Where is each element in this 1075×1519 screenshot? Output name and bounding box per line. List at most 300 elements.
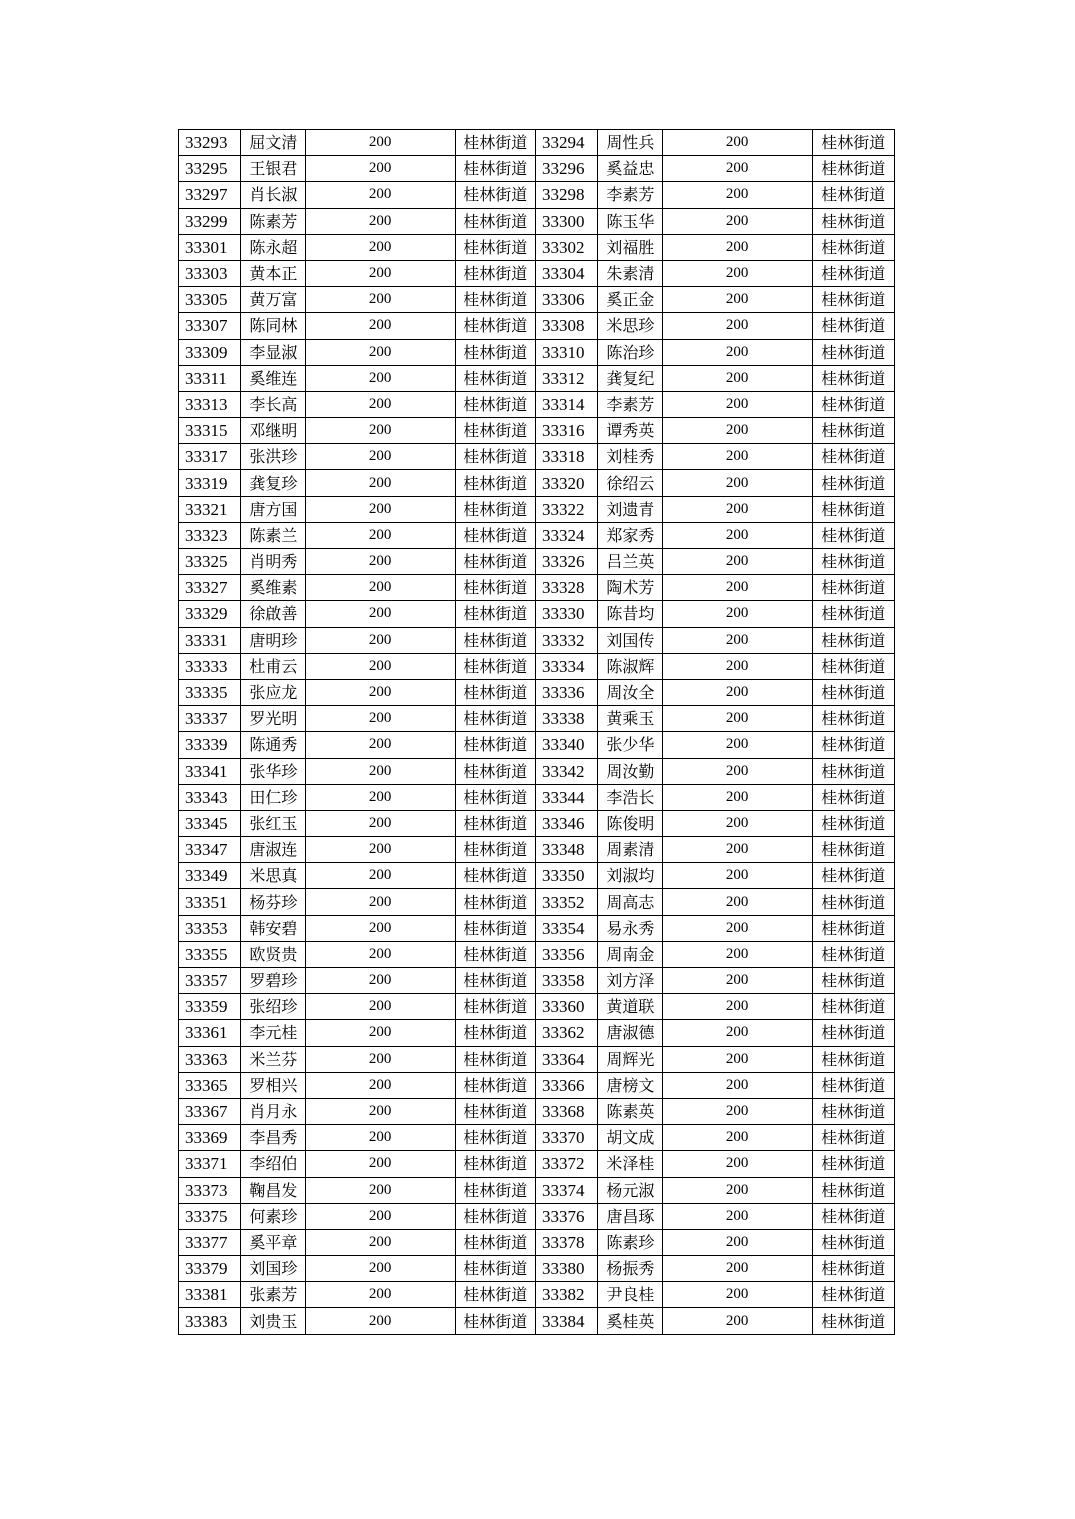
left-street-area-cell: 桂林街道 — [455, 1256, 535, 1282]
left-record-id-cell: 33373 — [179, 1177, 241, 1203]
right-recipient-name-cell: 周南金 — [598, 941, 662, 967]
right-street-area-cell: 桂林街道 — [812, 758, 895, 784]
left-recipient-name-cell: 陈素兰 — [241, 522, 305, 548]
right-record-id-cell: 33314 — [535, 391, 597, 417]
left-amount-cell: 200 — [305, 994, 455, 1020]
left-street-area-cell: 桂林街道 — [455, 627, 535, 653]
right-recipient-name-cell: 陈素英 — [598, 1098, 662, 1124]
left-record-id-cell: 33315 — [179, 418, 241, 444]
left-amount-cell: 200 — [305, 810, 455, 836]
right-recipient-name-cell: 陈玉华 — [598, 208, 662, 234]
right-record-id-cell: 33368 — [535, 1098, 597, 1124]
right-street-area-cell: 桂林街道 — [812, 575, 895, 601]
right-record-id-cell: 33344 — [535, 784, 597, 810]
right-record-id-cell: 33296 — [535, 156, 597, 182]
left-record-id-cell: 33309 — [179, 339, 241, 365]
table-row — [179, 313, 895, 339]
left-record-id-cell: 33333 — [179, 653, 241, 679]
left-recipient-name-cell: 张绍珍 — [241, 994, 305, 1020]
table-row — [179, 1177, 895, 1203]
left-record-id-cell: 33337 — [179, 706, 241, 732]
right-street-area-cell: 桂林街道 — [812, 208, 895, 234]
right-street-area-cell: 桂林街道 — [812, 444, 895, 470]
left-street-area-cell: 桂林街道 — [455, 339, 535, 365]
right-amount-cell: 200 — [662, 444, 812, 470]
right-record-id-cell: 33384 — [535, 1308, 597, 1334]
left-record-id-cell: 33377 — [179, 1229, 241, 1255]
right-street-area-cell: 桂林街道 — [812, 130, 895, 156]
right-recipient-name-cell: 陈俊明 — [598, 810, 662, 836]
left-street-area-cell: 桂林街道 — [455, 1046, 535, 1072]
left-record-id-cell: 33321 — [179, 496, 241, 522]
right-street-area-cell: 桂林街道 — [812, 601, 895, 627]
right-recipient-name-cell: 张少华 — [598, 732, 662, 758]
left-recipient-name-cell: 罗碧珍 — [241, 968, 305, 994]
table-row — [179, 444, 895, 470]
table-row — [179, 732, 895, 758]
left-street-area-cell: 桂林街道 — [455, 968, 535, 994]
right-record-id-cell: 33328 — [535, 575, 597, 601]
left-amount-cell: 200 — [305, 968, 455, 994]
left-record-id-cell: 33305 — [179, 287, 241, 313]
left-street-area-cell: 桂林街道 — [455, 1308, 535, 1334]
right-recipient-name-cell: 杨元淑 — [598, 1177, 662, 1203]
left-record-id-cell: 33313 — [179, 391, 241, 417]
table-row — [179, 784, 895, 810]
right-recipient-name-cell: 刘国传 — [598, 627, 662, 653]
left-record-id-cell: 33311 — [179, 365, 241, 391]
left-street-area-cell: 桂林街道 — [455, 1229, 535, 1255]
right-recipient-name-cell: 刘淑均 — [598, 863, 662, 889]
table-row — [179, 863, 895, 889]
right-record-id-cell: 33370 — [535, 1125, 597, 1151]
left-record-id-cell: 33325 — [179, 549, 241, 575]
left-record-id-cell: 33353 — [179, 915, 241, 941]
right-record-id-cell: 33352 — [535, 889, 597, 915]
right-amount-cell: 200 — [662, 1229, 812, 1255]
right-street-area-cell: 桂林街道 — [812, 706, 895, 732]
right-amount-cell: 200 — [662, 968, 812, 994]
table-row — [179, 156, 895, 182]
table-row — [179, 653, 895, 679]
right-street-area-cell: 桂林街道 — [812, 418, 895, 444]
left-street-area-cell: 桂林街道 — [455, 130, 535, 156]
left-recipient-name-cell: 李显淑 — [241, 339, 305, 365]
right-amount-cell: 200 — [662, 1203, 812, 1229]
right-amount-cell: 200 — [662, 287, 812, 313]
left-recipient-name-cell: 田仁珍 — [241, 784, 305, 810]
table-row — [179, 208, 895, 234]
left-record-id-cell: 33341 — [179, 758, 241, 784]
left-amount-cell: 200 — [305, 575, 455, 601]
table-row — [179, 1229, 895, 1255]
right-street-area-cell: 桂林街道 — [812, 1282, 895, 1308]
left-recipient-name-cell: 张红玉 — [241, 810, 305, 836]
table-row — [179, 287, 895, 313]
right-amount-cell: 200 — [662, 313, 812, 339]
left-record-id-cell: 33343 — [179, 784, 241, 810]
right-street-area-cell: 桂林街道 — [812, 653, 895, 679]
left-amount-cell: 200 — [305, 444, 455, 470]
right-amount-cell: 200 — [662, 1125, 812, 1151]
left-recipient-name-cell: 韩安碧 — [241, 915, 305, 941]
right-recipient-name-cell: 奚桂英 — [598, 1308, 662, 1334]
left-amount-cell: 200 — [305, 234, 455, 260]
right-amount-cell: 200 — [662, 1020, 812, 1046]
left-street-area-cell: 桂林街道 — [455, 182, 535, 208]
right-street-area-cell: 桂林街道 — [812, 1125, 895, 1151]
table-row — [179, 706, 895, 732]
left-street-area-cell: 桂林街道 — [455, 287, 535, 313]
table-row — [179, 339, 895, 365]
table-row — [179, 496, 895, 522]
left-street-area-cell: 桂林街道 — [455, 444, 535, 470]
right-recipient-name-cell: 周性兵 — [598, 130, 662, 156]
left-amount-cell: 200 — [305, 287, 455, 313]
table-row — [179, 365, 895, 391]
left-record-id-cell: 33345 — [179, 810, 241, 836]
left-record-id-cell: 33295 — [179, 156, 241, 182]
right-recipient-name-cell: 李素芳 — [598, 182, 662, 208]
right-record-id-cell: 33374 — [535, 1177, 597, 1203]
left-recipient-name-cell: 黄本正 — [241, 260, 305, 286]
left-street-area-cell: 桂林街道 — [455, 653, 535, 679]
left-recipient-name-cell: 陈同林 — [241, 313, 305, 339]
left-street-area-cell: 桂林街道 — [455, 1098, 535, 1124]
left-amount-cell: 200 — [305, 208, 455, 234]
left-recipient-name-cell: 李绍伯 — [241, 1151, 305, 1177]
right-amount-cell: 200 — [662, 365, 812, 391]
left-street-area-cell: 桂林街道 — [455, 784, 535, 810]
right-street-area-cell: 桂林街道 — [812, 784, 895, 810]
right-street-area-cell: 桂林街道 — [812, 1098, 895, 1124]
table-row — [179, 758, 895, 784]
left-record-id-cell: 33339 — [179, 732, 241, 758]
right-street-area-cell: 桂林街道 — [812, 496, 895, 522]
right-record-id-cell: 33304 — [535, 260, 597, 286]
right-record-id-cell: 33358 — [535, 968, 597, 994]
left-amount-cell: 200 — [305, 365, 455, 391]
right-street-area-cell: 桂林街道 — [812, 470, 895, 496]
right-amount-cell: 200 — [662, 470, 812, 496]
right-amount-cell: 200 — [662, 837, 812, 863]
right-amount-cell: 200 — [662, 208, 812, 234]
right-recipient-name-cell: 唐榜文 — [598, 1072, 662, 1098]
left-street-area-cell: 桂林街道 — [455, 915, 535, 941]
left-record-id-cell: 33297 — [179, 182, 241, 208]
right-street-area-cell: 桂林街道 — [812, 915, 895, 941]
left-street-area-cell: 桂林街道 — [455, 837, 535, 863]
right-record-id-cell: 33294 — [535, 130, 597, 156]
right-street-area-cell: 桂林街道 — [812, 1177, 895, 1203]
right-recipient-name-cell: 朱素清 — [598, 260, 662, 286]
right-amount-cell: 200 — [662, 706, 812, 732]
right-recipient-name-cell: 唐昌琢 — [598, 1203, 662, 1229]
left-amount-cell: 200 — [305, 679, 455, 705]
right-street-area-cell: 桂林街道 — [812, 313, 895, 339]
right-street-area-cell: 桂林街道 — [812, 837, 895, 863]
right-street-area-cell: 桂林街道 — [812, 549, 895, 575]
right-street-area-cell: 桂林街道 — [812, 365, 895, 391]
table-row — [179, 182, 895, 208]
right-amount-cell: 200 — [662, 810, 812, 836]
table-row — [179, 994, 895, 1020]
right-recipient-name-cell: 周汝勤 — [598, 758, 662, 784]
right-street-area-cell: 桂林街道 — [812, 810, 895, 836]
left-amount-cell: 200 — [305, 156, 455, 182]
right-street-area-cell: 桂林街道 — [812, 889, 895, 915]
right-recipient-name-cell: 奚益忠 — [598, 156, 662, 182]
right-record-id-cell: 33310 — [535, 339, 597, 365]
right-recipient-name-cell: 周辉光 — [598, 1046, 662, 1072]
table-row — [179, 889, 895, 915]
right-amount-cell: 200 — [662, 889, 812, 915]
right-recipient-name-cell: 米泽桂 — [598, 1151, 662, 1177]
left-recipient-name-cell: 肖月永 — [241, 1098, 305, 1124]
right-amount-cell: 200 — [662, 601, 812, 627]
left-recipient-name-cell: 黄万富 — [241, 287, 305, 313]
left-street-area-cell: 桂林街道 — [455, 994, 535, 1020]
right-record-id-cell: 33360 — [535, 994, 597, 1020]
right-record-id-cell: 33320 — [535, 470, 597, 496]
right-recipient-name-cell: 黄道联 — [598, 994, 662, 1020]
roster-table — [178, 129, 895, 1335]
right-amount-cell: 200 — [662, 994, 812, 1020]
right-record-id-cell: 33366 — [535, 1072, 597, 1098]
left-street-area-cell: 桂林街道 — [455, 1020, 535, 1046]
left-record-id-cell: 33347 — [179, 837, 241, 863]
left-recipient-name-cell: 肖明秀 — [241, 549, 305, 575]
right-street-area-cell: 桂林街道 — [812, 1151, 895, 1177]
left-recipient-name-cell: 邓继明 — [241, 418, 305, 444]
left-record-id-cell: 33365 — [179, 1072, 241, 1098]
right-street-area-cell: 桂林街道 — [812, 732, 895, 758]
left-record-id-cell: 33375 — [179, 1203, 241, 1229]
left-recipient-name-cell: 欧贤贵 — [241, 941, 305, 967]
left-street-area-cell: 桂林街道 — [455, 1151, 535, 1177]
right-record-id-cell: 33302 — [535, 234, 597, 260]
right-recipient-name-cell: 陈治珍 — [598, 339, 662, 365]
left-amount-cell: 200 — [305, 1177, 455, 1203]
right-record-id-cell: 33378 — [535, 1229, 597, 1255]
left-amount-cell: 200 — [305, 496, 455, 522]
right-amount-cell: 200 — [662, 1046, 812, 1072]
right-street-area-cell: 桂林街道 — [812, 1308, 895, 1334]
left-recipient-name-cell: 杨芬珍 — [241, 889, 305, 915]
left-recipient-name-cell: 罗光明 — [241, 706, 305, 732]
table-row — [179, 837, 895, 863]
right-street-area-cell: 桂林街道 — [812, 1203, 895, 1229]
left-street-area-cell: 桂林街道 — [455, 1203, 535, 1229]
table-row — [179, 601, 895, 627]
left-recipient-name-cell: 张洪珍 — [241, 444, 305, 470]
left-street-area-cell: 桂林街道 — [455, 679, 535, 705]
left-amount-cell: 200 — [305, 418, 455, 444]
right-amount-cell: 200 — [662, 391, 812, 417]
right-record-id-cell: 33330 — [535, 601, 597, 627]
left-recipient-name-cell: 徐啟善 — [241, 601, 305, 627]
right-amount-cell: 200 — [662, 627, 812, 653]
right-amount-cell: 200 — [662, 653, 812, 679]
right-recipient-name-cell: 周素清 — [598, 837, 662, 863]
right-amount-cell: 200 — [662, 575, 812, 601]
left-street-area-cell: 桂林街道 — [455, 496, 535, 522]
right-record-id-cell: 33350 — [535, 863, 597, 889]
left-street-area-cell: 桂林街道 — [455, 313, 535, 339]
right-record-id-cell: 33372 — [535, 1151, 597, 1177]
left-recipient-name-cell: 龚复珍 — [241, 470, 305, 496]
left-street-area-cell: 桂林街道 — [455, 889, 535, 915]
table-row — [179, 418, 895, 444]
right-recipient-name-cell: 陈昔均 — [598, 601, 662, 627]
table-row — [179, 1098, 895, 1124]
left-amount-cell: 200 — [305, 1203, 455, 1229]
table-row — [179, 1046, 895, 1072]
right-record-id-cell: 33362 — [535, 1020, 597, 1046]
left-record-id-cell: 33379 — [179, 1256, 241, 1282]
right-recipient-name-cell: 易永秀 — [598, 915, 662, 941]
right-amount-cell: 200 — [662, 339, 812, 365]
right-amount-cell: 200 — [662, 863, 812, 889]
left-record-id-cell: 33361 — [179, 1020, 241, 1046]
table-row — [179, 941, 895, 967]
right-recipient-name-cell: 尹良桂 — [598, 1282, 662, 1308]
right-recipient-name-cell: 陈素珍 — [598, 1229, 662, 1255]
left-recipient-name-cell: 米思真 — [241, 863, 305, 889]
table-row — [179, 549, 895, 575]
left-amount-cell: 200 — [305, 627, 455, 653]
left-street-area-cell: 桂林街道 — [455, 810, 535, 836]
right-record-id-cell: 33376 — [535, 1203, 597, 1229]
left-street-area-cell: 桂林街道 — [455, 758, 535, 784]
left-amount-cell: 200 — [305, 260, 455, 286]
left-street-area-cell: 桂林街道 — [455, 549, 535, 575]
left-amount-cell: 200 — [305, 1072, 455, 1098]
left-amount-cell: 200 — [305, 1282, 455, 1308]
left-record-id-cell: 33335 — [179, 679, 241, 705]
left-amount-cell: 200 — [305, 863, 455, 889]
right-street-area-cell: 桂林街道 — [812, 287, 895, 313]
right-recipient-name-cell: 奚正金 — [598, 287, 662, 313]
right-street-area-cell: 桂林街道 — [812, 260, 895, 286]
left-amount-cell: 200 — [305, 758, 455, 784]
left-record-id-cell: 33319 — [179, 470, 241, 496]
left-record-id-cell: 33317 — [179, 444, 241, 470]
right-recipient-name-cell: 胡文成 — [598, 1125, 662, 1151]
right-amount-cell: 200 — [662, 941, 812, 967]
table-row — [179, 1072, 895, 1098]
right-street-area-cell: 桂林街道 — [812, 863, 895, 889]
right-street-area-cell: 桂林街道 — [812, 1256, 895, 1282]
right-record-id-cell: 33354 — [535, 915, 597, 941]
left-street-area-cell: 桂林街道 — [455, 1125, 535, 1151]
left-recipient-name-cell: 屈文清 — [241, 130, 305, 156]
right-street-area-cell: 桂林街道 — [812, 679, 895, 705]
right-amount-cell: 200 — [662, 784, 812, 810]
left-amount-cell: 200 — [305, 915, 455, 941]
right-recipient-name-cell: 刘桂秀 — [598, 444, 662, 470]
left-record-id-cell: 33327 — [179, 575, 241, 601]
left-amount-cell: 200 — [305, 1308, 455, 1334]
table-row — [179, 575, 895, 601]
left-street-area-cell: 桂林街道 — [455, 365, 535, 391]
right-recipient-name-cell: 徐绍云 — [598, 470, 662, 496]
right-record-id-cell: 33336 — [535, 679, 597, 705]
table-row — [179, 1203, 895, 1229]
left-street-area-cell: 桂林街道 — [455, 706, 535, 732]
table-row — [179, 522, 895, 548]
left-recipient-name-cell: 何素珍 — [241, 1203, 305, 1229]
left-record-id-cell: 33301 — [179, 234, 241, 260]
left-recipient-name-cell: 李元桂 — [241, 1020, 305, 1046]
left-street-area-cell: 桂林街道 — [455, 260, 535, 286]
left-street-area-cell: 桂林街道 — [455, 1072, 535, 1098]
right-amount-cell: 200 — [662, 496, 812, 522]
left-amount-cell: 200 — [305, 1020, 455, 1046]
left-street-area-cell: 桂林街道 — [455, 208, 535, 234]
right-record-id-cell: 33306 — [535, 287, 597, 313]
left-recipient-name-cell: 唐明珍 — [241, 627, 305, 653]
table-row — [179, 470, 895, 496]
left-street-area-cell: 桂林街道 — [455, 601, 535, 627]
right-street-area-cell: 桂林街道 — [812, 1229, 895, 1255]
left-amount-cell: 200 — [305, 1229, 455, 1255]
right-record-id-cell: 33312 — [535, 365, 597, 391]
right-street-area-cell: 桂林街道 — [812, 1072, 895, 1098]
left-street-area-cell: 桂林街道 — [455, 234, 535, 260]
right-recipient-name-cell: 吕兰英 — [598, 549, 662, 575]
left-street-area-cell: 桂林街道 — [455, 522, 535, 548]
right-recipient-name-cell: 龚复纪 — [598, 365, 662, 391]
table-row — [179, 1282, 895, 1308]
right-record-id-cell: 33326 — [535, 549, 597, 575]
left-record-id-cell: 33359 — [179, 994, 241, 1020]
right-amount-cell: 200 — [662, 260, 812, 286]
left-recipient-name-cell: 陈通秀 — [241, 732, 305, 758]
left-record-id-cell: 33371 — [179, 1151, 241, 1177]
right-recipient-name-cell: 陶术芳 — [598, 575, 662, 601]
right-recipient-name-cell: 唐淑德 — [598, 1020, 662, 1046]
left-recipient-name-cell: 米兰芬 — [241, 1046, 305, 1072]
right-amount-cell: 200 — [662, 1256, 812, 1282]
right-amount-cell: 200 — [662, 758, 812, 784]
right-recipient-name-cell: 陈淑辉 — [598, 653, 662, 679]
right-record-id-cell: 33382 — [535, 1282, 597, 1308]
right-recipient-name-cell: 黄乘玉 — [598, 706, 662, 732]
left-amount-cell: 200 — [305, 941, 455, 967]
left-record-id-cell: 33357 — [179, 968, 241, 994]
left-record-id-cell: 33363 — [179, 1046, 241, 1072]
left-amount-cell: 200 — [305, 130, 455, 156]
left-recipient-name-cell: 奚维素 — [241, 575, 305, 601]
right-record-id-cell: 33342 — [535, 758, 597, 784]
table-row — [179, 627, 895, 653]
right-amount-cell: 200 — [662, 156, 812, 182]
left-record-id-cell: 33349 — [179, 863, 241, 889]
right-amount-cell: 200 — [662, 732, 812, 758]
left-street-area-cell: 桂林街道 — [455, 863, 535, 889]
left-street-area-cell: 桂林街道 — [455, 391, 535, 417]
right-recipient-name-cell: 李浩长 — [598, 784, 662, 810]
right-street-area-cell: 桂林街道 — [812, 234, 895, 260]
left-record-id-cell: 33383 — [179, 1308, 241, 1334]
left-amount-cell: 200 — [305, 784, 455, 810]
right-record-id-cell: 33318 — [535, 444, 597, 470]
right-street-area-cell: 桂林街道 — [812, 182, 895, 208]
right-amount-cell: 200 — [662, 522, 812, 548]
right-amount-cell: 200 — [662, 915, 812, 941]
table-row — [179, 1020, 895, 1046]
